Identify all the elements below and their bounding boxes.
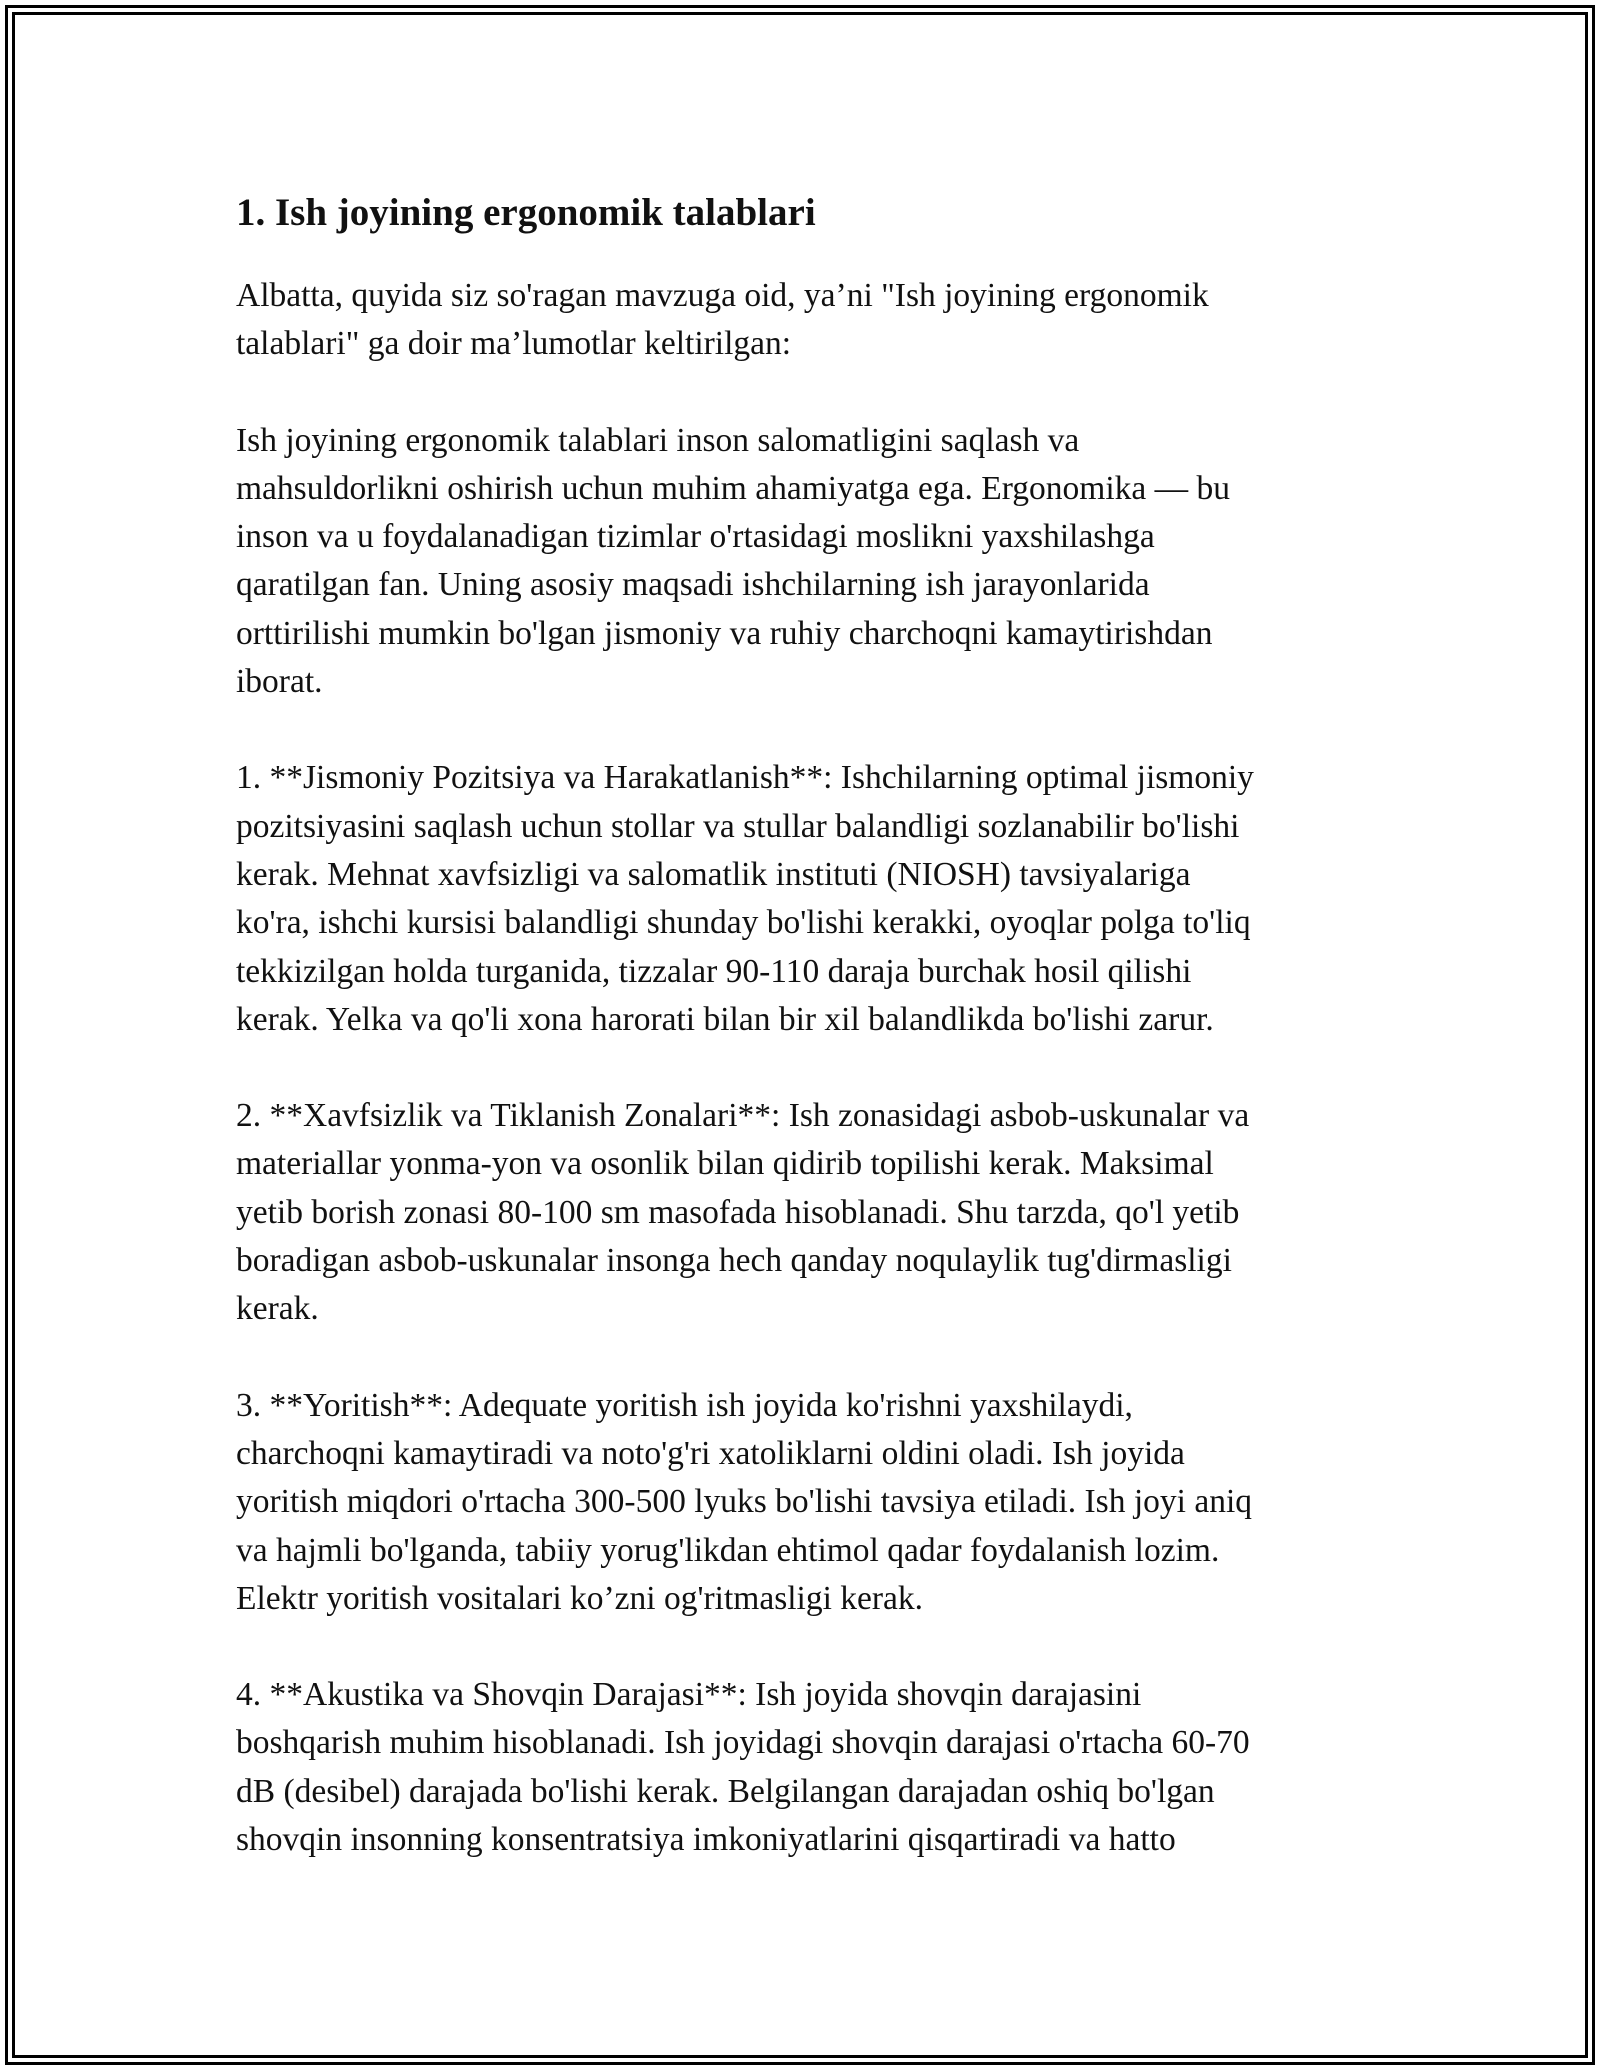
list-item-acoustics: 4. **Akustika va Shovqin Darajasi**: Ish joyida shovqin darajasini boshqarish muhim hisoblanadi. Ish joyidagi shovqin darajasi o'rtacha 60-70 dB (desibel) darajada bo'lishi kerak. Belgilangan darajadan oshiq bo'lgan shovqin insonning konsentratsiya imkoniyatlarini qisqartiradi va hatto xyxy=(236,1676,1250,1859)
overview-paragraph: Ish joyining ergonomik talablari inson salomatligini saqlash va mahsuldorlikni oshirish uchun muhim ahamiyatga ega. Ergonomika — bu inson va u foydalanadigan tizimlar o'rtasidagi moslikni yaxshilashga qaratilgan fan. Uning asosiy maqsadi ishchilarning ish jarayonlarida orttirilishi mumkin bo'lgan jismoniy va ruhiy charchoqni kamaytirishdan iborat. xyxy=(236,421,1230,701)
list-item-safety-zones: 2. **Xavfsizlik va Tiklanish Zonalari**: Ish zonasidagi asbob-uskunalar va materiallar yonma-yon va osonlik bilan qidirib topilishi kerak. Maksimal yetib borish zonasi 80-100 sm masofada hisoblanadi. Shu tarzda, qo'l yetib boradigan asbob-uskunalar insonga hech qanday noqulaylik tug'dirmasligi kerak. xyxy=(236,1097,1250,1328)
intro-paragraph: Albatta, quyida siz so'ragan mavzuga oid, ya’ni "Ish joyining ergonomik talablari" ga doir ma’lumotlar keltirilgan: xyxy=(236,277,1209,363)
list-item-lighting: 3. **Yoritish**: Adequate yoritish ish joyida ko'rishni yaxshilaydi, charchoqni kamaytiradi va noto'g'ri xatoliklarni oldini oladi. Ish joyida yoritish miqdori o'rtacha 300-500 lyuks bo'lishi tavsiya etiladi. Ish joyi aniq va hajmli bo'lganda, tabiiy yorug'likdan ehtimol qadar foydalanish lozim. Elektr yoritish vositalari ko’zni og'ritmasligi kerak. xyxy=(236,1386,1253,1617)
document-heading: 1. Ish joyining ergonomik talablari xyxy=(236,191,816,234)
document-body xyxy=(236,183,1366,1912)
list-item-physical-posture: 1. **Jismoniy Pozitsiya va Harakatlanish**: Ishchilarning optimal jismoniy pozitsiyasini saqlash uchun stollar va stullar balandligi sozlanabilir bo'lishi kerak. Mehnat xavfsizligi va salomatlik instituti (NIOSH) tavsiyalariga ko'ra, ishchi kursisi balandligi shunday bo'lishi kerakki, oyoqlar polga to'liq tekkizilgan holda turganida, tizzalar 90-110 daraja burchak hosil qilishi kerak. Yelka va qo'li xona harorati bilan bir xil balandlikda bo'lishi zarur. xyxy=(236,759,1254,1038)
